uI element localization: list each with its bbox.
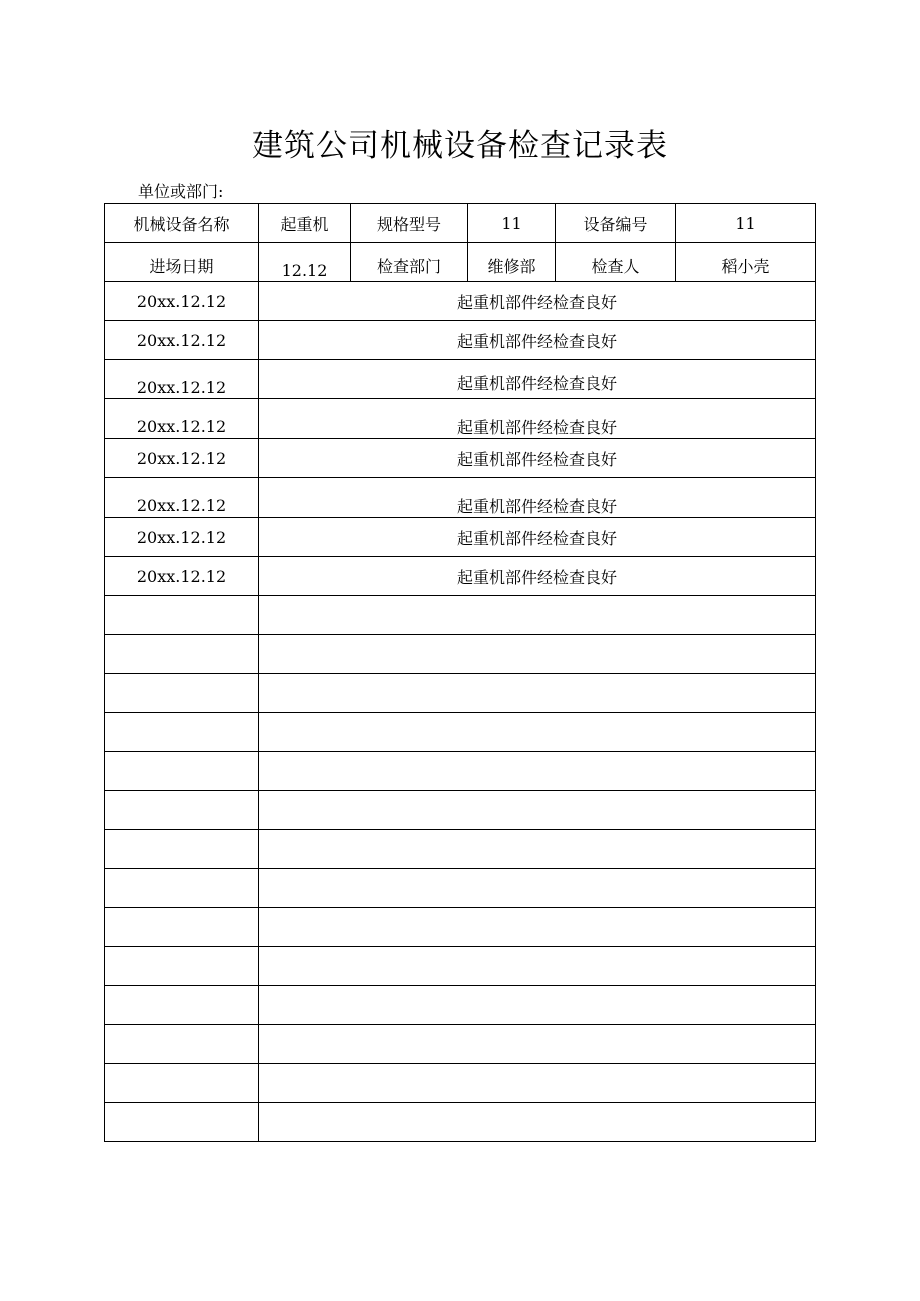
entry-date-value: 12.12 (259, 243, 351, 282)
equipment-no-value: 11 (676, 204, 816, 243)
empty-date-cell (105, 1064, 259, 1103)
record-result: 起重机部件经检查良好 (259, 557, 816, 596)
record-result: 起重机部件经检查良好 (259, 321, 816, 360)
record-result: 起重机部件经检查良好 (259, 518, 816, 557)
table-row (105, 321, 816, 360)
table-row (105, 399, 816, 439)
empty-result-cell (259, 674, 816, 713)
empty-row (105, 635, 816, 674)
empty-row (105, 908, 816, 947)
record-date: 20xx.12.12 (105, 439, 259, 478)
document-title: 建筑公司机械设备检查记录表 (252, 128, 668, 164)
empty-row (105, 596, 816, 635)
inspection-record-table (104, 203, 816, 1142)
empty-row (105, 1103, 816, 1142)
record-result: 起重机部件经检查良好 (259, 439, 816, 478)
empty-date-cell (105, 674, 259, 713)
model-label: 规格型号 (351, 204, 468, 243)
empty-result-cell (259, 752, 816, 791)
empty-date-cell (105, 1025, 259, 1064)
empty-result-cell (259, 830, 816, 869)
record-date: 20xx.12.12 (105, 557, 259, 596)
empty-date-cell (105, 830, 259, 869)
equipment-name-value: 起重机 (259, 204, 351, 243)
empty-result-cell (259, 1064, 816, 1103)
record-result: 起重机部件经检查良好 (259, 399, 816, 439)
empty-result-cell (259, 947, 816, 986)
empty-row (105, 1025, 816, 1064)
empty-row (105, 947, 816, 986)
inspect-dept-label: 检查部门 (351, 243, 468, 282)
table-row (105, 557, 816, 596)
empty-row (105, 791, 816, 830)
inspector-value: 稻小壳 (676, 243, 816, 282)
record-date: 20xx.12.12 (105, 321, 259, 360)
empty-row (105, 869, 816, 908)
record-date: 20xx.12.12 (105, 360, 259, 399)
record-date: 20xx.12.12 (105, 399, 259, 439)
empty-date-cell (105, 713, 259, 752)
entry-date-label: 进场日期 (105, 243, 259, 282)
equipment-no-label: 设备编号 (556, 204, 676, 243)
unit-label: 单位或部门: (138, 182, 224, 201)
table-row (105, 439, 816, 478)
record-result: 起重机部件经检查良好 (259, 282, 816, 321)
record-date: 20xx.12.12 (105, 282, 259, 321)
inspect-dept-value: 维修部 (468, 243, 556, 282)
table-row (105, 282, 816, 321)
empty-date-cell (105, 869, 259, 908)
empty-result-cell (259, 869, 816, 908)
table-row (105, 518, 816, 557)
empty-date-cell (105, 947, 259, 986)
inspector-label: 检查人 (556, 243, 676, 282)
empty-date-cell (105, 908, 259, 947)
record-result: 起重机部件经检查良好 (259, 478, 816, 518)
empty-date-cell (105, 986, 259, 1025)
empty-row (105, 752, 816, 791)
empty-result-cell (259, 908, 816, 947)
empty-date-cell (105, 635, 259, 674)
empty-result-cell (259, 986, 816, 1025)
empty-date-cell (105, 752, 259, 791)
empty-row (105, 674, 816, 713)
header-row-equipment (105, 204, 816, 243)
empty-result-cell (259, 1025, 816, 1064)
record-date: 20xx.12.12 (105, 518, 259, 557)
empty-result-cell (259, 1103, 816, 1142)
empty-date-cell (105, 1103, 259, 1142)
record-date: 20xx.12.12 (105, 478, 259, 518)
empty-row (105, 986, 816, 1025)
empty-row (105, 830, 816, 869)
header-row-inspection (105, 243, 816, 282)
table-row (105, 360, 816, 399)
empty-date-cell (105, 791, 259, 830)
empty-result-cell (259, 635, 816, 674)
empty-row (105, 1064, 816, 1103)
model-value: 11 (468, 204, 556, 243)
empty-result-cell (259, 713, 816, 752)
empty-row (105, 713, 816, 752)
empty-date-cell (105, 596, 259, 635)
equipment-name-label: 机械设备名称 (105, 204, 259, 243)
table-row (105, 478, 816, 518)
empty-result-cell (259, 791, 816, 830)
record-result: 起重机部件经检查良好 (259, 360, 816, 399)
empty-result-cell (259, 596, 816, 635)
